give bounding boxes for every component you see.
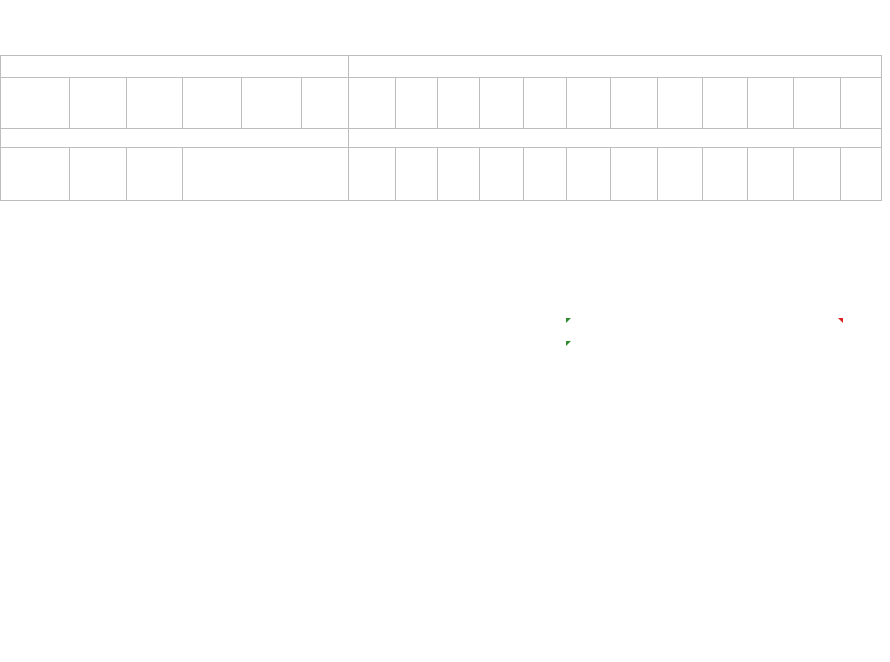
col-header-outlet-c [302, 78, 349, 129]
col-header-frequency [127, 78, 183, 129]
month-header [480, 148, 524, 201]
col-header-outlet-b [242, 78, 302, 129]
month-header [611, 78, 658, 129]
col-header-pollutant [1, 78, 70, 129]
col-header-frequency [127, 148, 183, 201]
monitoring-table [0, 55, 882, 201]
month-header [748, 148, 794, 201]
month-header [438, 78, 480, 129]
month-header [349, 78, 396, 129]
month-header [396, 148, 438, 201]
month-header [841, 78, 882, 129]
month-header [748, 78, 794, 129]
col-header-boundary [183, 148, 349, 201]
month-header [658, 148, 703, 201]
col-header-pollutant [1, 148, 70, 201]
month-header [794, 148, 841, 201]
month-header [567, 78, 611, 129]
cell-comment-marker [566, 341, 571, 346]
unorganized-month-group [349, 129, 882, 148]
month-header [480, 78, 524, 129]
unorganized-section-title [1, 129, 349, 148]
month-header [438, 148, 480, 201]
month-header [658, 78, 703, 129]
document-title [0, 1, 890, 27]
month-header [567, 148, 611, 201]
month-header [841, 148, 882, 201]
col-header-limit [70, 78, 127, 129]
organized-section-title [1, 56, 349, 78]
month-header [703, 148, 748, 201]
month-header [611, 148, 658, 201]
month-header [524, 78, 567, 129]
cell-comment-marker [838, 318, 843, 323]
month-header [794, 78, 841, 129]
month-header [396, 78, 438, 129]
col-header-limit [70, 148, 127, 201]
month-header [349, 148, 396, 201]
organized-month-group [349, 56, 882, 78]
col-header-outlet-a [183, 78, 242, 129]
cell-comment-marker [566, 318, 571, 323]
month-header [703, 78, 748, 129]
month-header [524, 148, 567, 201]
